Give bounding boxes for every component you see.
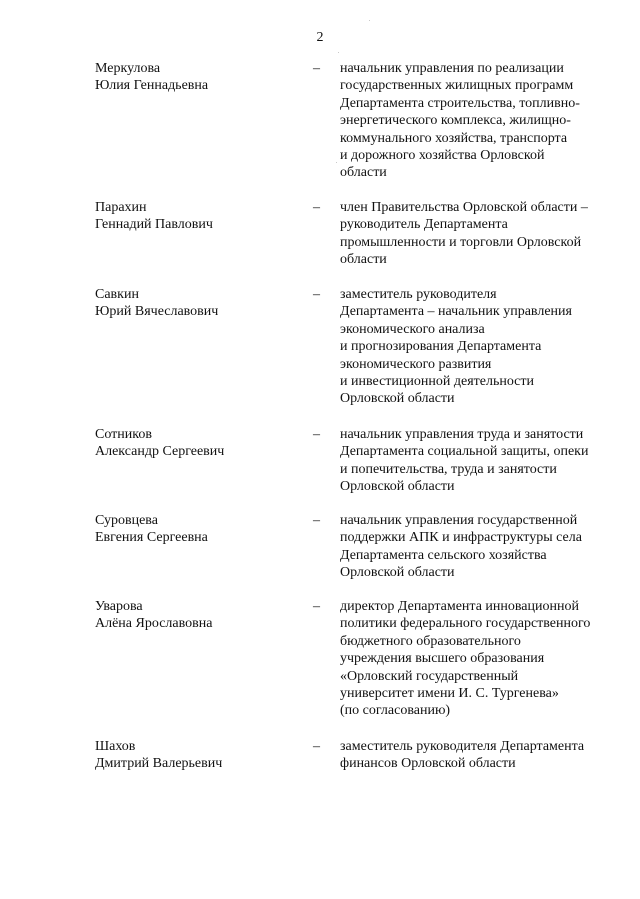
position-line: политики федерального государственного	[340, 616, 591, 632]
position-line: учреждения высшего образования	[340, 651, 545, 667]
scan-speck	[336, 162, 337, 163]
member-name	[95, 426, 300, 461]
member-position	[340, 60, 632, 182]
scan-speck	[338, 52, 339, 53]
member-given-names: Александр Сергеевич	[95, 444, 225, 460]
member-given-names: Юлия Геннадьевна	[95, 78, 209, 94]
position-line: Департамента социальной защиты, опеки	[340, 444, 589, 460]
member-surname: Парахин	[95, 200, 147, 215]
member-given-names: Геннадий Павлович	[95, 217, 213, 233]
member-name	[95, 286, 300, 321]
position-line: руководитель Департамента	[340, 217, 508, 233]
member-position	[340, 512, 632, 582]
member-surname: Сотников	[95, 427, 152, 442]
member-name	[95, 512, 300, 547]
member-given-names: Алёна Ярославовна	[95, 616, 213, 632]
member-position	[340, 199, 632, 269]
position-line: бюджетного образовательного	[340, 633, 521, 649]
separator-dash: –	[313, 599, 320, 614]
position-line: финансов Орловской области	[340, 756, 516, 772]
member-position	[340, 598, 632, 720]
member-name	[95, 598, 300, 633]
position-line: директор Департамента инновационной	[340, 599, 579, 614]
position-line: области	[340, 252, 387, 268]
member-name	[95, 199, 300, 234]
position-line: Орловской области	[340, 391, 455, 407]
position-line: Департамента сельского хозяйства	[340, 547, 547, 563]
separator-dash: –	[313, 739, 320, 754]
separator-dash: –	[313, 61, 320, 76]
position-line: Орловской области	[340, 479, 455, 495]
member-surname: Меркулова	[95, 61, 161, 76]
member-surname: Суровцева	[95, 513, 158, 528]
position-line: промышленности и торговли Орловской	[340, 234, 582, 250]
position-line: экономического развития	[340, 356, 492, 372]
position-line: университет имени И. С. Тургенева»	[340, 686, 559, 702]
position-line: заместитель руководителя	[340, 287, 497, 302]
position-line: энергетического комплекса, жилищно-	[340, 113, 571, 129]
scan-speck	[369, 20, 370, 21]
member-given-names: Юрий Вячеславович	[95, 304, 219, 320]
position-line: (по согласованию)	[340, 703, 451, 719]
position-line: государственных жилищных программ	[340, 78, 574, 94]
member-given-names: Дмитрий Валерьевич	[95, 756, 223, 772]
member-given-names: Евгения Сергеевна	[95, 530, 208, 546]
position-line: и дорожного хозяйства Орловской	[340, 148, 545, 164]
separator-dash: –	[313, 287, 320, 302]
position-line: и инвестиционной деятельности	[340, 374, 534, 390]
separator-dash: –	[313, 427, 320, 442]
position-line: экономического анализа	[340, 321, 485, 337]
position-line: коммунального хозяйства, транспорта	[340, 130, 568, 146]
member-position	[340, 738, 632, 773]
position-line: Орловской области	[340, 565, 455, 581]
position-line: Департамента строительства, топливно-	[340, 95, 580, 111]
position-line: начальник управления государственной	[340, 513, 578, 528]
member-surname: Шахов	[95, 739, 136, 754]
separator-dash: –	[313, 513, 320, 528]
member-name	[95, 738, 300, 773]
position-line: области	[340, 165, 387, 181]
position-line: и попечительства, труда и занятости	[340, 461, 557, 477]
member-surname: Уварова	[95, 599, 143, 614]
position-line: и прогнозирования Департамента	[340, 339, 542, 355]
position-line: «Орловский государственный	[340, 668, 519, 684]
member-position	[340, 426, 632, 496]
member-name	[95, 60, 300, 95]
position-line: начальник управления по реализации	[340, 61, 564, 76]
position-line: начальник управления труда и занятости	[340, 427, 584, 442]
position-line: Департамента – начальник управления	[340, 304, 572, 320]
position-line: заместитель руководителя Департамента	[340, 739, 585, 754]
member-position	[340, 286, 632, 408]
member-surname: Савкин	[95, 287, 139, 302]
position-line: поддержки АПК и инфраструктуры села	[340, 530, 582, 546]
page-number: 2	[316, 30, 324, 45]
position-line: член Правительства Орловской области –	[340, 200, 588, 215]
separator-dash: –	[313, 200, 320, 215]
